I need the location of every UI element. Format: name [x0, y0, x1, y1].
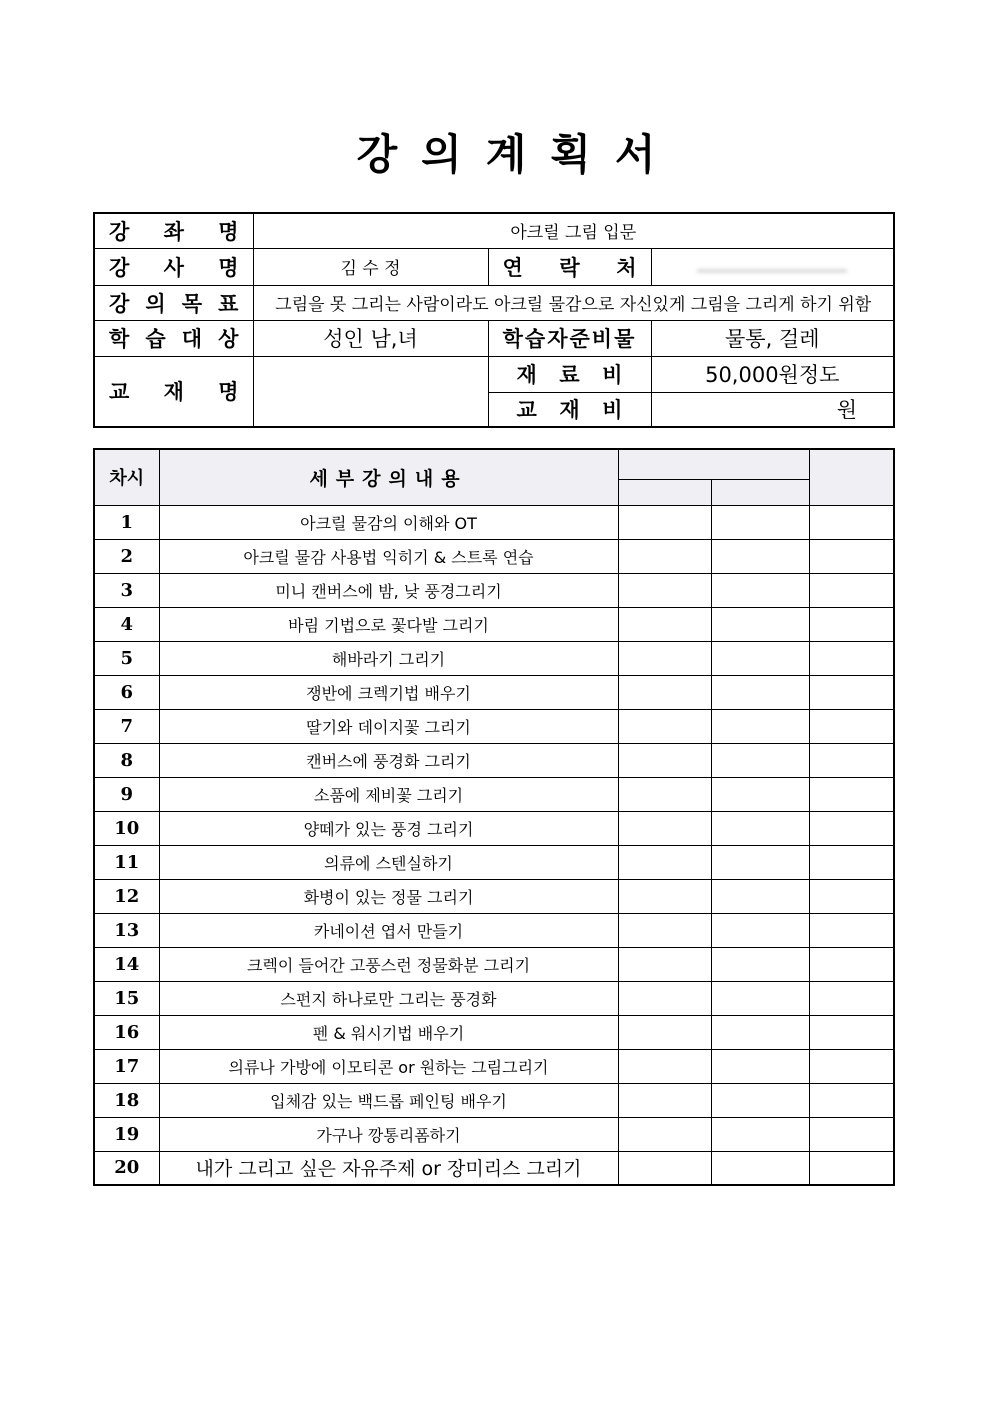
blank-cell	[711, 641, 809, 675]
table-row	[94, 981, 894, 1015]
blank-cell	[711, 743, 809, 777]
blank-cell	[618, 913, 711, 947]
material-fee-value: 50,000원정도	[651, 356, 894, 392]
course-info-table	[93, 212, 895, 428]
table-row	[94, 641, 894, 675]
session-header: 차시	[94, 449, 159, 505]
blank-cell	[809, 1117, 894, 1151]
session-number: 7	[94, 709, 159, 743]
session-content: 캔버스에 풍경화 그리기	[159, 743, 618, 777]
blank-header-right	[809, 449, 894, 505]
table-row	[94, 1049, 894, 1083]
session-number: 18	[94, 1083, 159, 1117]
blank-cell	[618, 811, 711, 845]
session-number: 13	[94, 913, 159, 947]
blank-cell	[618, 879, 711, 913]
blank-cell	[809, 505, 894, 539]
blank-cell	[711, 709, 809, 743]
textbook-fee-label: 교 재 비	[488, 392, 651, 427]
redacted-mark	[697, 270, 847, 272]
session-number: 2	[94, 539, 159, 573]
blank-cell	[809, 913, 894, 947]
blank-cell	[711, 913, 809, 947]
target-value: 성인 남,녀	[253, 320, 488, 356]
session-content: 해바라기 그리기	[159, 641, 618, 675]
schedule-table	[93, 448, 895, 1186]
table-row	[94, 743, 894, 777]
blank-cell	[618, 505, 711, 539]
blank-cell	[809, 1049, 894, 1083]
table-row	[94, 811, 894, 845]
blank-cell	[711, 879, 809, 913]
blank-cell	[618, 947, 711, 981]
session-content: 아크릴 물감의 이해와 OT	[159, 505, 618, 539]
session-content: 의류나 가방에 이모티콘 or 원하는 그림그리기	[159, 1049, 618, 1083]
session-content: 양떼가 있는 풍경 그리기	[159, 811, 618, 845]
table-row	[94, 1151, 894, 1185]
session-number: 15	[94, 981, 159, 1015]
blank-cell	[618, 743, 711, 777]
blank-cell	[711, 607, 809, 641]
blank-cell	[711, 981, 809, 1015]
blank-cell	[618, 1151, 711, 1185]
blank-cell	[809, 845, 894, 879]
session-content: 가구나 깡통리폼하기	[159, 1117, 618, 1151]
blank-cell	[809, 573, 894, 607]
blank-cell	[711, 1117, 809, 1151]
session-content: 미니 캔버스에 밤, 낮 풍경그리기	[159, 573, 618, 607]
table-row	[94, 1117, 894, 1151]
table-row	[94, 607, 894, 641]
table-row	[94, 845, 894, 879]
blank-cell	[809, 641, 894, 675]
session-content: 소품에 제비꽃 그리기	[159, 777, 618, 811]
session-content: 크렉이 들어간 고풍스런 정물화분 그리기	[159, 947, 618, 981]
blank-cell	[618, 845, 711, 879]
session-number: 14	[94, 947, 159, 981]
table-row	[94, 913, 894, 947]
supplies-label: 학습자준비물	[488, 320, 651, 356]
blank-cell	[618, 1015, 711, 1049]
table-row	[94, 1015, 894, 1049]
blank-cell	[809, 539, 894, 573]
blank-header-sub2	[711, 479, 809, 505]
textbook-fee-value: 원	[651, 392, 894, 427]
blank-cell	[711, 1015, 809, 1049]
session-content: 쟁반에 크렉기법 배우기	[159, 675, 618, 709]
blank-header-sub1	[618, 479, 711, 505]
blank-cell	[618, 709, 711, 743]
table-row	[94, 879, 894, 913]
blank-cell	[809, 675, 894, 709]
session-number: 20	[94, 1151, 159, 1185]
session-number: 4	[94, 607, 159, 641]
blank-cell	[711, 675, 809, 709]
blank-cell	[711, 505, 809, 539]
table-row	[94, 1083, 894, 1117]
blank-cell	[618, 1083, 711, 1117]
session-number: 10	[94, 811, 159, 845]
table-row	[94, 573, 894, 607]
blank-cell	[809, 1151, 894, 1185]
blank-cell	[711, 573, 809, 607]
target-label: 학 습 대 상	[94, 320, 253, 356]
blank-cell	[809, 1083, 894, 1117]
goal-value: 그림을 못 그리는 사람이라도 아크릴 물감으로 자신있게 그림을 그리게 하기 위함	[253, 285, 894, 320]
blank-cell	[809, 743, 894, 777]
session-number: 9	[94, 777, 159, 811]
blank-cell	[711, 1083, 809, 1117]
blank-cell	[618, 539, 711, 573]
table-row	[94, 505, 894, 539]
blank-cell	[809, 607, 894, 641]
session-content: 펜 & 워시기법 배우기	[159, 1015, 618, 1049]
contact-label: 연 락 처	[488, 248, 651, 285]
session-content: 딸기와 데이지꽃 그리기	[159, 709, 618, 743]
course-label-text: 강 좌 명	[109, 219, 239, 244]
session-content: 카네이션 엽서 만들기	[159, 913, 618, 947]
session-content: 화병이 있는 정물 그리기	[159, 879, 618, 913]
table-row	[94, 947, 894, 981]
course-label	[94, 213, 253, 248]
blank-cell	[809, 709, 894, 743]
table-row	[94, 539, 894, 573]
blank-cell	[809, 879, 894, 913]
page-title: 강의계획서	[356, 130, 680, 179]
contact-value	[651, 248, 894, 285]
session-number: 17	[94, 1049, 159, 1083]
instructor-value: 김 수 정	[253, 248, 488, 285]
blank-cell	[711, 777, 809, 811]
table-row	[94, 709, 894, 743]
blank-cell	[711, 811, 809, 845]
session-number: 6	[94, 675, 159, 709]
session-number: 3	[94, 573, 159, 607]
session-content: 의류에 스텐실하기	[159, 845, 618, 879]
blank-cell	[809, 1015, 894, 1049]
instructor-label: 강 사 명	[94, 248, 253, 285]
content-header: 세부강의내용	[159, 449, 618, 505]
blank-cell	[809, 947, 894, 981]
course-value: 아크릴 그림 입문	[253, 213, 894, 248]
session-content: 바림 기법으로 꽃다발 그리기	[159, 607, 618, 641]
session-number: 16	[94, 1015, 159, 1049]
session-number: 5	[94, 641, 159, 675]
blank-cell	[618, 1117, 711, 1151]
blank-cell	[809, 981, 894, 1015]
blank-cell	[618, 1049, 711, 1083]
blank-cell	[711, 1151, 809, 1185]
session-number: 8	[94, 743, 159, 777]
blank-cell	[618, 641, 711, 675]
session-content: 스펀지 하나로만 그리는 풍경화	[159, 981, 618, 1015]
blank-cell	[711, 947, 809, 981]
blank-header-top	[618, 449, 809, 479]
blank-cell	[809, 777, 894, 811]
supplies-value: 물통, 걸레	[651, 320, 894, 356]
table-row	[94, 675, 894, 709]
material-fee-label: 재 료 비	[488, 356, 651, 392]
blank-cell	[711, 845, 809, 879]
session-content: 내가 그리고 싶은 자유주제 or 장미리스 그리기	[159, 1151, 618, 1185]
session-number: 19	[94, 1117, 159, 1151]
goal-label: 강 의 목 표	[94, 285, 253, 320]
session-content: 아크릴 물감 사용법 익히기 & 스트록 연습	[159, 539, 618, 573]
textbook-value	[253, 356, 488, 427]
blank-cell	[618, 573, 711, 607]
session-number: 11	[94, 845, 159, 879]
table-row	[94, 777, 894, 811]
blank-cell	[711, 1049, 809, 1083]
session-content: 입체감 있는 백드롭 페인팅 배우기	[159, 1083, 618, 1117]
blank-cell	[711, 539, 809, 573]
blank-cell	[618, 981, 711, 1015]
session-number: 1	[94, 505, 159, 539]
blank-cell	[618, 777, 711, 811]
textbook-label: 교 재 명	[94, 356, 253, 427]
blank-cell	[618, 607, 711, 641]
session-number: 12	[94, 879, 159, 913]
blank-cell	[618, 675, 711, 709]
blank-cell	[809, 811, 894, 845]
